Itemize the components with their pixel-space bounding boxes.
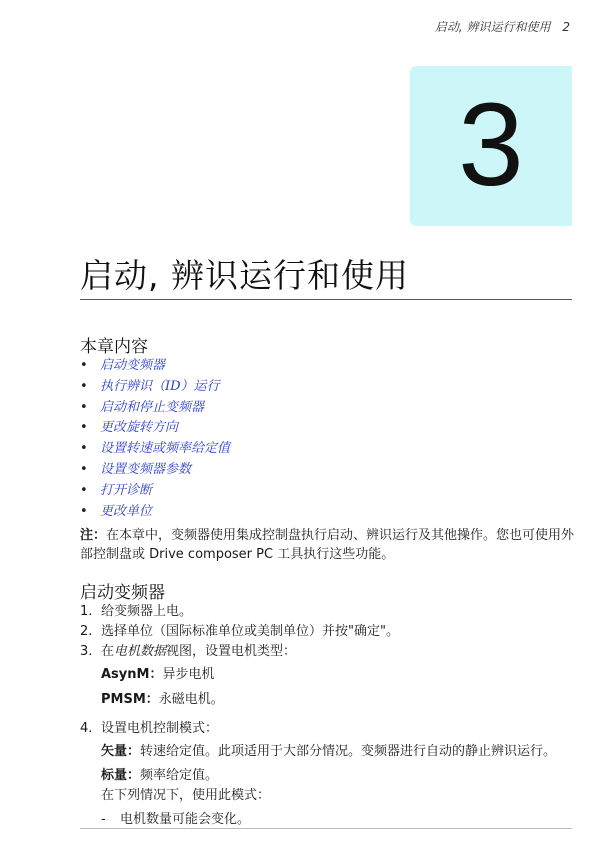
- vector-label: 矢量：: [101, 744, 141, 759]
- contents-item[interactable]: [80, 439, 230, 460]
- option-vector: [80, 742, 575, 762]
- step-4: 4. 设置电机控制模式：: [80, 721, 219, 736]
- contents-link-parameters[interactable]: 设置变频器参数: [100, 461, 192, 477]
- contents-item[interactable]: [80, 377, 230, 398]
- bullet-icon: •: [80, 482, 88, 498]
- contents-item[interactable]: [80, 481, 230, 502]
- step-3-suffix: 视图，设置电机类型：: [166, 644, 297, 659]
- contents-link-start-drive[interactable]: 启动变频器: [100, 358, 166, 373]
- page-number: 2: [562, 20, 570, 34]
- contents-link-diagnostics[interactable]: 打开诊断: [100, 482, 153, 498]
- bullet-icon: •: [80, 399, 88, 415]
- chapter-number: 3: [458, 79, 524, 211]
- running-title: 启动, 辨识运行和使用: [434, 20, 551, 34]
- startup-steps: [80, 602, 575, 830]
- step-2-text: 选择单位（国际标准单位或美制单位）并按"确定"。: [101, 624, 399, 639]
- step-4-text: 设置电机控制模式：: [101, 721, 219, 736]
- pmsm-label: PMSM：: [101, 692, 159, 707]
- note-text: 在本章中，变频器使用集成控制盘执行启动、辨识运行及其他操作。您也可使用外部控制盘或 Drive composer PC 工具执行这些功能。: [80, 528, 575, 562]
- scalar-label: 标量：: [101, 768, 141, 783]
- contents-link-direction[interactable]: 更改旋转方向: [100, 420, 179, 436]
- step-1: 1. 给变频器上电。: [80, 604, 193, 619]
- contents-item[interactable]: [80, 418, 230, 439]
- title-divider: [80, 299, 572, 300]
- contents-link-reference[interactable]: 设置转速或频率给定值: [100, 441, 231, 457]
- option-scalar: [80, 766, 575, 786]
- contents-item[interactable]: [80, 398, 230, 419]
- asynm-text: 异步电机: [162, 667, 215, 682]
- step-2: 2. 选择单位（国际标准单位或美制单位）并按"确定"。: [80, 624, 399, 639]
- asynm-label: AsynM：: [101, 667, 163, 682]
- step-3: 3. 在电机数据视图，设置电机类型：: [80, 644, 297, 659]
- vector-text: 转速给定值。此项适用于大部分情况。变频器进行自动的静止辨识运行。: [140, 744, 557, 759]
- note-label: 注：: [80, 528, 107, 543]
- contents-list: [80, 356, 230, 522]
- scalar-use-intro: 在下列情况下，使用此模式：: [101, 788, 271, 803]
- startup-heading: 启动变频器: [80, 583, 165, 603]
- step-1-text: 给变频器上电。: [101, 604, 193, 619]
- contents-heading: 本章内容: [80, 337, 148, 357]
- note-paragraph: [80, 526, 575, 564]
- bullet-icon: •: [80, 461, 88, 477]
- dash-item: [80, 810, 575, 830]
- contents-item[interactable]: [80, 460, 230, 481]
- running-header: [435, 18, 570, 35]
- chapter-title: 启动, 辨识运行和使用: [80, 256, 409, 295]
- bullet-icon: •: [80, 378, 88, 394]
- step-3-prefix: 在: [101, 644, 115, 659]
- pmsm-text: 永磁电机。: [158, 692, 224, 707]
- bullet-icon: •: [80, 441, 88, 457]
- contents-item[interactable]: [80, 356, 230, 377]
- chapter-number-box: [410, 66, 572, 226]
- contents-link-units[interactable]: 更改单位: [100, 503, 153, 519]
- contents-link-start-stop[interactable]: 启动和停止变频器: [100, 399, 205, 415]
- contents-item[interactable]: [80, 502, 230, 523]
- option-asynm: [80, 665, 575, 685]
- motor-data-view-name: 电机数据: [114, 644, 167, 659]
- dash-item-text: 电机数量可能会变化。: [120, 812, 251, 827]
- contents-link-id-run[interactable]: 执行辨识（ID）运行: [100, 378, 220, 394]
- footer-divider: [80, 828, 572, 829]
- bullet-icon: •: [80, 503, 88, 519]
- option-pmsm: [80, 690, 575, 710]
- dash-marker: -: [101, 812, 106, 827]
- bullet-icon: •: [80, 358, 88, 373]
- bullet-icon: •: [80, 420, 88, 436]
- scalar-text: 频率给定值。: [140, 768, 219, 783]
